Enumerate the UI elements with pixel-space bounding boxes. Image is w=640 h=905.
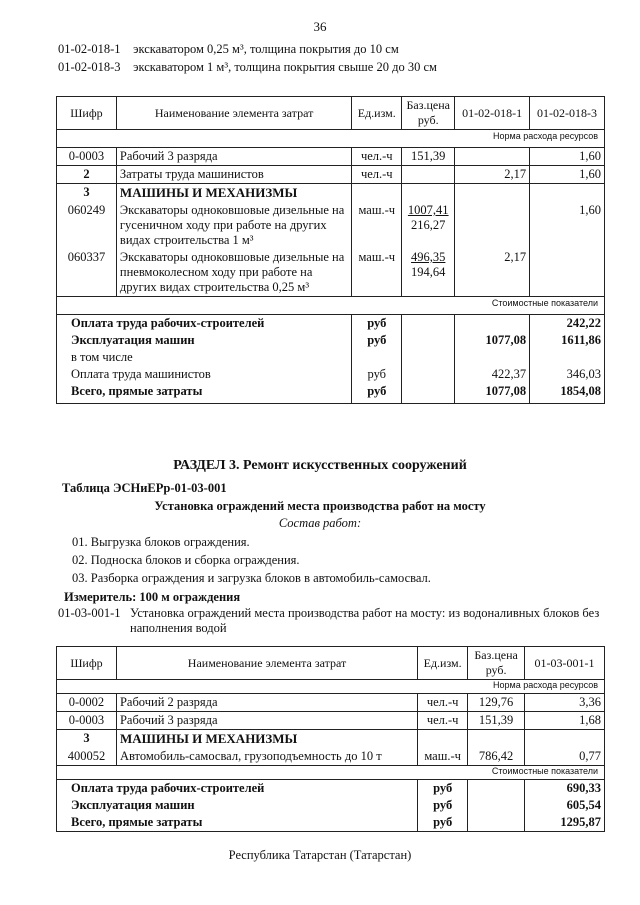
col-header: Ед.изм. [418,647,468,680]
cell-value: 1,68 [525,712,605,730]
cell-code: 2 [57,166,117,184]
work-item: 03. Разборка ограждения и загрузка блоков в автомобиль-самосвал. [72,571,431,585]
price-bottom: 216,27 [411,218,446,232]
cell-value: 1,60 [530,166,605,184]
cost-unit: руб [418,814,468,832]
norm-label: Норма расхода ресурсов [57,130,605,148]
table-row [57,249,605,297]
table-row [57,184,605,203]
table-reference: Таблица ЭСНиЕРр-01-03-001 [62,481,227,495]
cost-value: 1077,08 [455,383,530,404]
header-code: 01-02-018-3 [58,60,121,74]
cell-unit: чел.-ч [352,166,402,184]
cost-unit: руб [352,383,402,404]
table-row [57,712,605,730]
cost-value [455,349,530,366]
norm-label-row [57,680,605,694]
cell-value: 2,17 [455,249,530,297]
cost-value [530,349,605,366]
cost-label-row [57,297,605,315]
header-line-2 [58,60,437,75]
cost-name: Оплата труда рабочих-строителей [57,315,352,333]
col-header: Баз.цена руб. [402,97,455,130]
norm-text: Установка ограждений места производства работ на мосту: из водоналивных блоков без наполнения водой [130,606,600,635]
cost-row [57,366,605,383]
cell-value [530,249,605,297]
cell-price: 786,42 [468,748,525,766]
cost-unit: руб [352,315,402,333]
col-header: Баз.цена руб. [468,647,525,680]
cell-value [455,202,530,249]
table-row [57,730,605,749]
col-header: Наименование элемента затрат [116,97,351,130]
cost-unit: руб [418,797,468,814]
cell-price [402,202,455,249]
resource-table-2 [56,646,605,832]
cost-name: Оплата труда рабочих-строителей [57,780,418,798]
cell-name: Рабочий 2 разряда [116,694,417,712]
cost-name: в том числе [57,349,352,366]
norm-label: Норма расхода ресурсов [57,680,605,694]
cost-name: Эксплуатация машин [57,797,418,814]
cost-name: Всего, прямые затраты [57,814,418,832]
cost-label-row [57,766,605,780]
header-code: 01-02-018-1 [58,42,121,56]
cost-row [57,349,605,366]
resource-table-1 [56,96,605,404]
work-item: 01. Выгрузка блоков ограждения. [72,535,250,549]
cell-name: МАШИНЫ И МЕХАНИЗМЫ [116,184,351,203]
table-header-row [57,97,605,130]
cell-value: 0,77 [525,748,605,766]
cell-code: 3 [57,184,117,203]
table-header-row [57,647,605,680]
norm-code: 01-03-001-1 [58,606,121,620]
cell-unit: чел.-ч [418,694,468,712]
table-row [57,202,605,249]
cell-unit: маш.-ч [352,202,402,249]
footer: Республика Татарстан (Татарстан) [228,848,412,862]
cell-name: Экскаваторы одноковшовые дизельные на пневмоколесном ходу при работе на других видах строительства 0,25 м³ [116,249,351,297]
cell-price: 129,76 [468,694,525,712]
cell-code: 400052 [57,748,117,766]
cost-unit: руб [352,332,402,349]
cost-unit: руб [352,366,402,383]
cell-code: 0-0002 [57,694,117,712]
header-line-1 [58,42,399,57]
cell-code: 060337 [57,249,117,297]
cell-name: Экскаваторы одноковшовые дизельные на гусеничном ходу при работе на других видах строительства 1 м³ [116,202,351,249]
cell-code: 0-0003 [57,148,117,166]
cost-row [57,332,605,349]
table-row [57,148,605,166]
header-text: экскаватором 0,25 м³, толщина покрытия до 10 см [133,42,399,56]
cost-row [57,797,605,814]
col-header: 01-03-001-1 [525,647,605,680]
cell-price: 151,39 [468,712,525,730]
table-row [57,748,605,766]
page-number: 36 [313,19,327,34]
cost-name: Эксплуатация машин [57,332,352,349]
cell-name: Рабочий 3 разряда [116,148,351,166]
cell-value: 1,60 [530,148,605,166]
col-header: 01-02-018-3 [530,97,605,130]
cost-value: 1295,87 [525,814,605,832]
cell-code: 060249 [57,202,117,249]
cell-unit: маш.-ч [352,249,402,297]
cost-row [57,780,605,798]
col-header: Ед.изм. [352,97,402,130]
cell-name: Рабочий 3 разряда [116,712,417,730]
cost-value: 242,22 [530,315,605,333]
table-row [57,166,605,184]
cell-name: МАШИНЫ И МЕХАНИЗМЫ [116,730,417,749]
cell-value [455,148,530,166]
cell-unit: маш.-ч [418,748,468,766]
cell-name: Автомобиль-самосвал, грузоподъемность до 10 т [116,748,417,766]
cost-value: 1611,86 [530,332,605,349]
cell-value: 2,17 [455,166,530,184]
cost-value: 346,03 [530,366,605,383]
cell-price [402,249,455,297]
norm-label-row [57,130,605,148]
cost-unit [352,349,402,366]
table-name: Установка ограждений места производства работ на мосту [154,499,486,513]
norm-line [58,606,618,636]
col-header: Шифр [57,97,117,130]
col-header: Шифр [57,647,117,680]
col-header: Наименование элемента затрат [116,647,417,680]
table-row [57,694,605,712]
col-header: 01-02-018-1 [455,97,530,130]
cell-code: 3 [57,730,117,749]
cell-price [402,166,455,184]
work-item: 02. Подноска блоков и сборка ограждения. [72,553,300,567]
price-bottom: 194,64 [411,265,446,279]
cost-name: Оплата труда машинистов [57,366,352,383]
cost-label: Стоимостные показатели [57,766,605,780]
cell-value: 3,36 [525,694,605,712]
header-text: экскаватором 1 м³, толщина покрытия свыше 20 до 30 см [133,60,437,74]
works-title: Состав работ: [278,516,362,530]
section-title: РАЗДЕЛ 3. Ремонт искусственных сооружений [173,458,467,473]
cell-price: 151,39 [402,148,455,166]
cost-row [57,814,605,832]
cost-value: 1077,08 [455,332,530,349]
cost-row [57,315,605,333]
cost-name: Всего, прямые затраты [57,383,352,404]
cell-code: 0-0003 [57,712,117,730]
cost-value: 422,37 [455,366,530,383]
cost-value: 690,33 [525,780,605,798]
cost-row [57,383,605,404]
meter: Измеритель: 100 м ограждения [64,590,241,604]
cell-unit: чел.-ч [352,148,402,166]
cell-value: 1,60 [530,202,605,249]
cost-unit: руб [418,780,468,798]
cell-unit: чел.-ч [418,712,468,730]
cost-value [455,315,530,333]
cost-value: 605,54 [525,797,605,814]
price-top: 1007,41 [407,203,449,217]
price-top: 496,35 [411,250,446,264]
cost-value: 1854,08 [530,383,605,404]
cost-label: Стоимостные показатели [57,297,605,315]
cell-name: Затраты труда машинистов [116,166,351,184]
